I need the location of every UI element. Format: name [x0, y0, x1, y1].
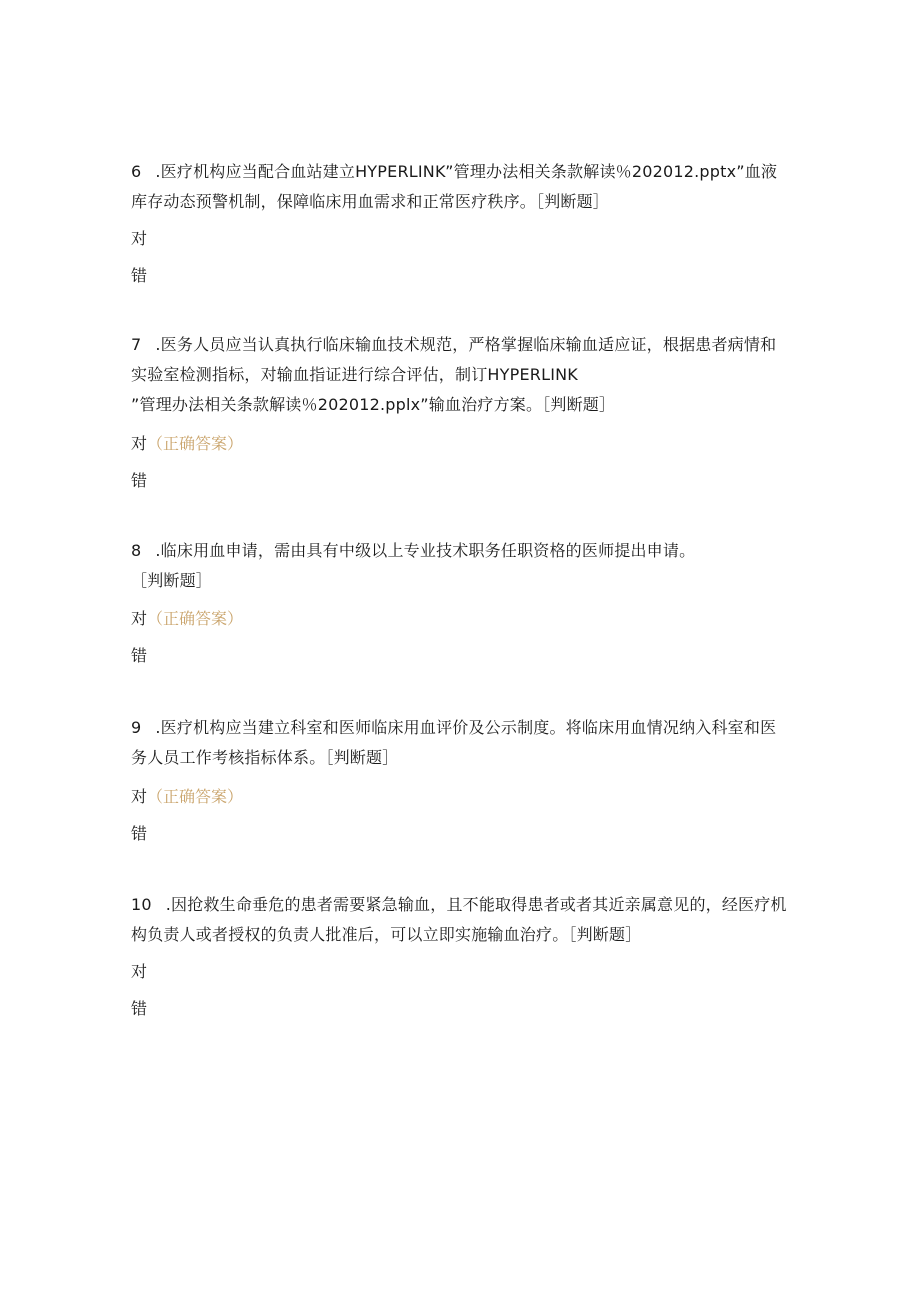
question-10	[131, 890, 791, 950]
question-7	[131, 330, 791, 420]
option-true[interactable]: 对	[131, 229, 148, 248]
question-text-line2: ”管理办法相关条款解读％202012.pplx”输血治疗方案。［判断题］	[131, 395, 616, 414]
question-9	[131, 713, 791, 773]
question-text-line2: ［判断题］	[131, 571, 213, 590]
question-text: .医务人员应当认真执行临床输血技术规范，严格掌握临床输血适应证，根据患者病情和实验室检测指标，对输血指证进行综合评估，制订HYPERLINK	[131, 335, 777, 384]
question-text: .因抢救生命垂危的患者需要紧急输血，且不能取得患者或者其近亲属意见的，经医疗机构负责人或者授权的负责人批准后，可以立即实施输血治疗。［判断题］	[131, 895, 787, 944]
question-text: .医疗机构应当配合血站建立HYPERLINK”管理办法相关条款解读％202012.pptx”血液库存动态预警机制，保障临床用血需求和正常医疗秩序。［判断题］	[131, 162, 778, 211]
question-number: 10	[131, 895, 152, 914]
option-true[interactable]: 对（正确答案）	[131, 787, 244, 806]
question-6	[131, 157, 791, 217]
question-number: 6	[131, 162, 142, 181]
question-8	[131, 536, 791, 596]
correct-answer-tag: （正确答案）	[147, 609, 244, 628]
option-false[interactable]: 错	[131, 471, 148, 490]
option-true[interactable]: 对	[131, 962, 148, 981]
option-false[interactable]: 错	[131, 266, 148, 285]
correct-answer-tag: （正确答案）	[147, 787, 244, 806]
question-number: 9	[131, 718, 142, 737]
correct-answer-tag: （正确答案）	[147, 434, 244, 453]
question-text: .临床用血申请，需由具有中级以上专业技术职务任职资格的医师提出申请。	[155, 541, 696, 560]
question-number: 7	[131, 335, 142, 354]
option-true[interactable]: 对（正确答案）	[131, 434, 244, 453]
option-false[interactable]: 错	[131, 999, 148, 1018]
option-false[interactable]: 错	[131, 646, 148, 665]
question-text: .医疗机构应当建立科室和医师临床用血评价及公示制度。将临床用血情况纳入科室和医务人员工作考核指标体系。［判断题］	[131, 718, 777, 767]
question-number: 8	[131, 541, 142, 560]
option-false[interactable]: 错	[131, 824, 148, 843]
option-true[interactable]: 对（正确答案）	[131, 609, 244, 628]
